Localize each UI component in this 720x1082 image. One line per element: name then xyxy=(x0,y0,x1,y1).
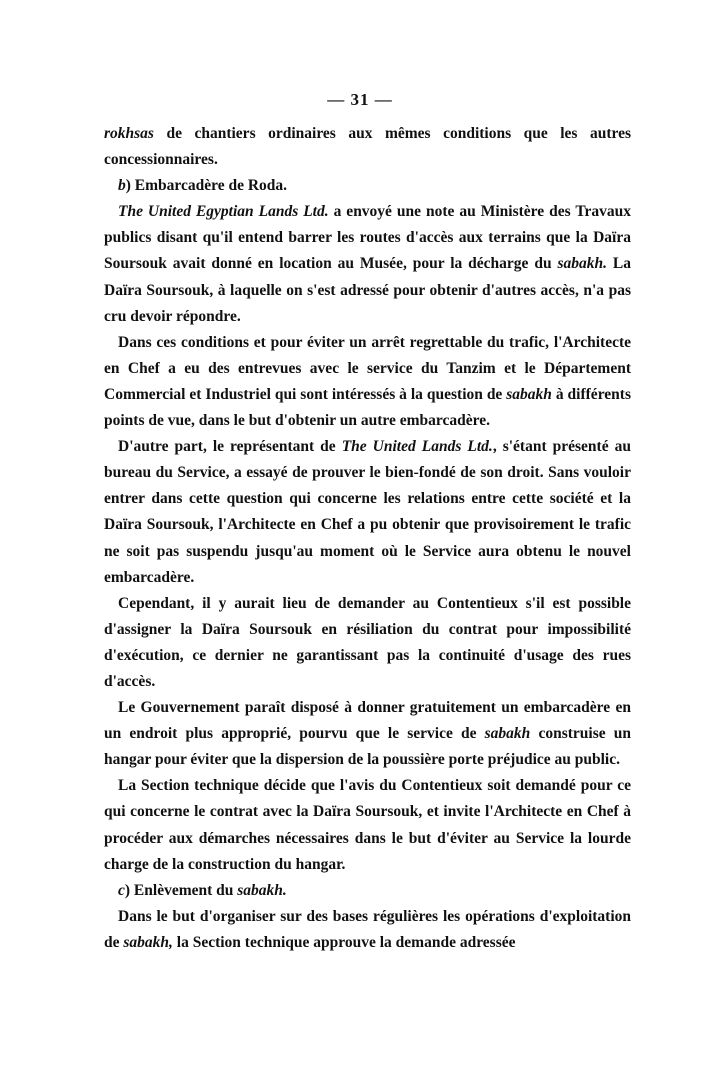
heading-letter: c xyxy=(118,881,125,899)
italic-term: rokhsas xyxy=(104,125,154,142)
text-run: à différents points de vue, dans le but d'obtenir un autre embarcadère. xyxy=(104,385,631,430)
text-run: la Section technique approuve la demande adressée xyxy=(172,933,516,951)
italic-company: The United Egyptian Lands Ltd. xyxy=(118,203,329,221)
text-run: Cependant, il y aurait lieu de demander au Contentieux s'il est possible d'assigner la Daïra Soursouk en résiliation du contrat pour impossibilité d'exécution, ce dernier ne garantissant pas la continuité d'usage des rues d'accès. xyxy=(104,594,631,690)
heading-text: ) Embarcadère de Roda. xyxy=(125,177,288,195)
paragraph xyxy=(104,199,631,329)
text-run: Le Gouvernement paraît disposé à donner gratuitement un embarcadère en un endroit plus approprié, pourvu que le service de xyxy=(104,699,631,743)
body-text xyxy=(104,121,631,956)
text-run: La Daïra Soursouk, à laquelle on s'est adressé pour obtenir d'autres accès, n'a pas cru devoir répondre. xyxy=(104,255,632,325)
italic-term: sabakh xyxy=(484,725,531,743)
text-run: La Section technique décide que l'avis du Contentieux soit demandé pour ce qui concerne le contrat avec la Daïra Soursouk, et invite l'Architecte en Chef à procéder aux démarches nécessaires dans le but d'éviter au Service la lourde charge de la construction du hangar. xyxy=(104,777,631,873)
text-run: construise un hangar pour éviter que la dispersion de la poussière porte préjudice au public. xyxy=(104,725,631,769)
italic-term: sabakh xyxy=(506,385,552,403)
text-run: Dans ces conditions et pour éviter un arrêt regrettable du trafic, l'Architecte en Chef a eu des entrevues avec le service du Tanzim et le Département Commercial et Industriel qui sont intéressés à la question de xyxy=(104,333,631,403)
paragraph xyxy=(104,904,631,956)
text-run: D'autre part, le représentant de xyxy=(118,438,342,456)
italic-company: The United Lands Ltd. xyxy=(341,438,493,456)
italic-term: sabakh. xyxy=(557,255,608,273)
paragraph xyxy=(104,591,631,695)
section-heading-b xyxy=(104,173,631,199)
paragraph xyxy=(104,695,631,773)
text-run: , s'étant présenté au bureau du Service, a essayé de prouver le bien-fondé de son droit. Sans vouloir entrer dans cette question qui concerne les relations entre cette société et la Daïra Soursouk, l'Architecte en Chef a pu obtenir que provisoirement le trafic ne soit pas suspendu jusqu'au moment où le Service aura obtenu le nouvel embarcadère. xyxy=(104,438,631,586)
text-run: Dans le but d'organiser sur des bases régulières les opérations d'exploitation de xyxy=(104,907,631,951)
italic-term: sabakh. xyxy=(237,881,287,899)
heading-text: ) Enlèvement du xyxy=(124,881,238,899)
heading-letter: b xyxy=(118,177,126,195)
text-run: de chantiers ordinaires aux mêmes conditions que les autres concessionnaires. xyxy=(104,125,631,169)
paragraph xyxy=(104,330,631,434)
paragraph xyxy=(104,434,631,591)
italic-term: sabakh, xyxy=(123,933,173,951)
section-heading-c xyxy=(104,878,631,904)
page-number: — 31 — xyxy=(327,90,393,109)
text-run: a envoyé une note au Ministère des Travaux publics disant qu'il entend barrer les routes d'accès aux terrains que la Daïra Soursouk avait donné en location au Musée, pour la décharge du xyxy=(104,203,632,273)
paragraph xyxy=(104,773,631,877)
paragraph-continuation xyxy=(104,121,631,173)
